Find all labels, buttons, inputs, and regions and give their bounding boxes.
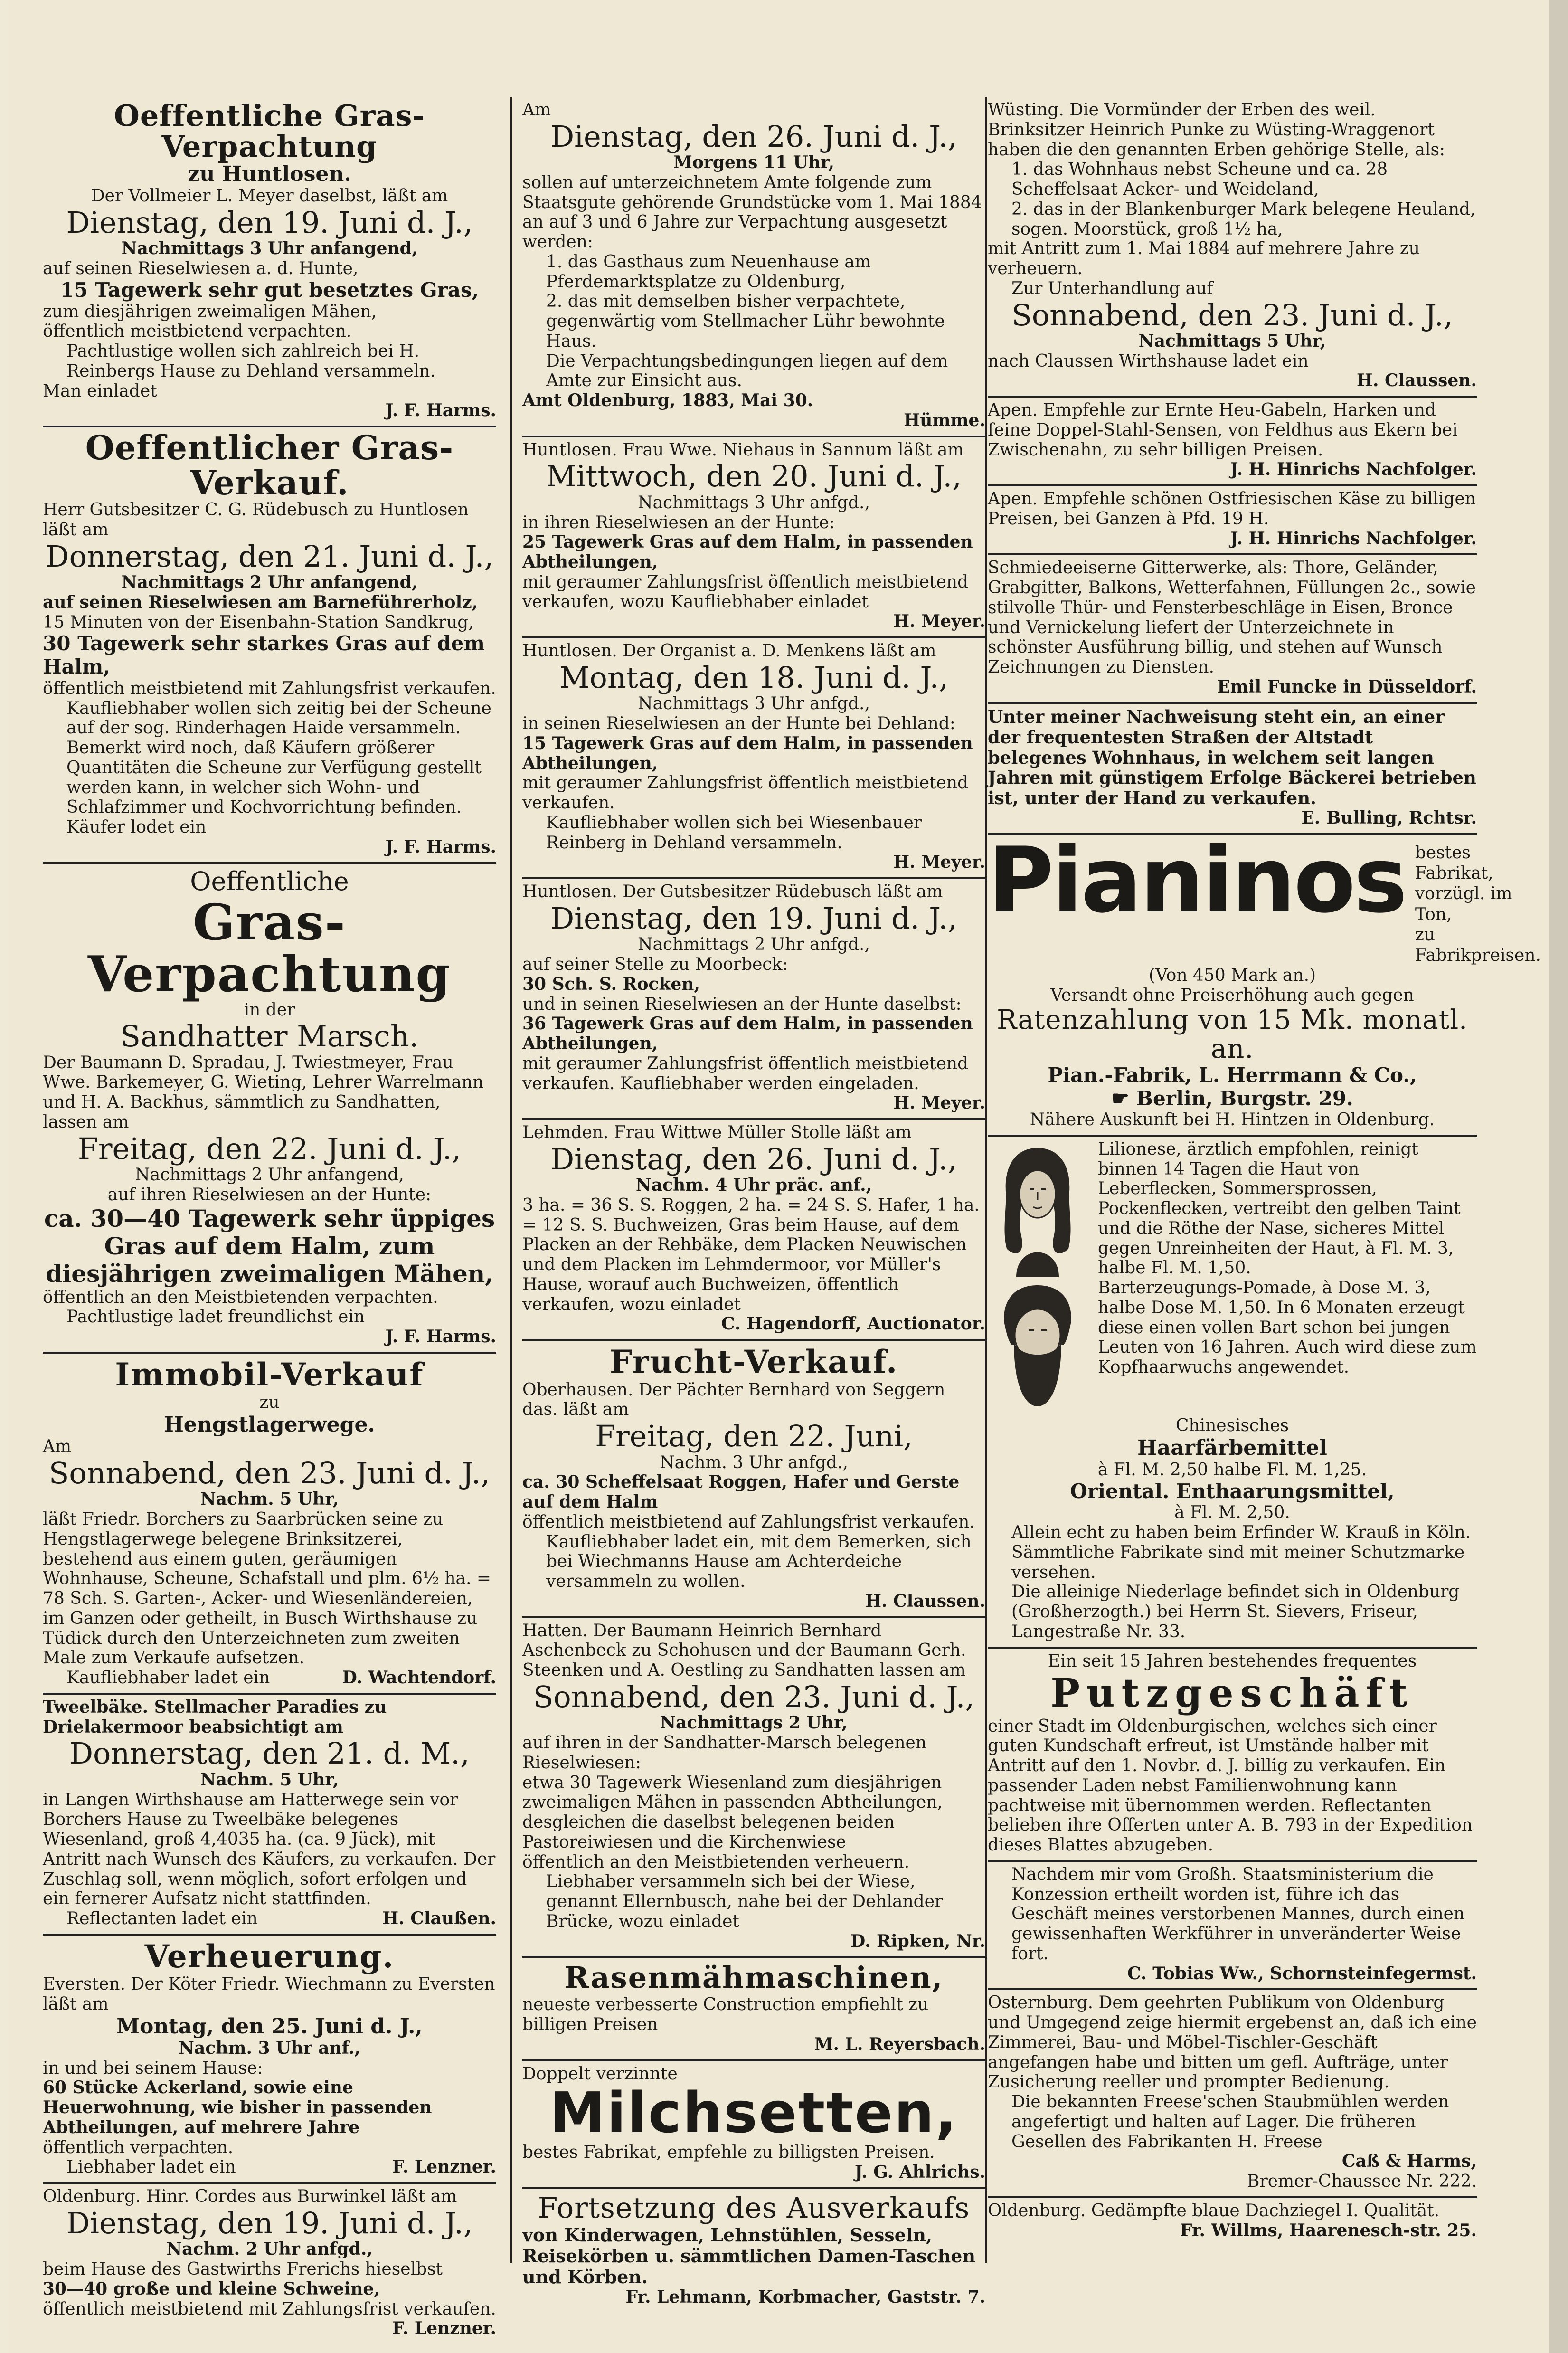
ad-signature: Caß & Harms,	[1341, 2151, 1477, 2172]
ad-text: Apen. Empfehle schönen Ostfriesischen Käse zu billigen Preisen, bei Ganzen à Pfd. 19 H.	[988, 489, 1476, 529]
ad-text: à Fl. M. 2,50 halbe Fl. M. 1,25.	[1097, 1460, 1367, 1480]
ad-signature: Fr. Lehmann, Korbmacher, Gaststr. 7.	[625, 2287, 985, 2307]
ad-text: sollen auf unterzeichnetem Amte folgende zum Staatsgute gehörende Grundstücke vom 1. Mai 1884 an auf 3 und 6 Jahre zur Verpachtung ausgesetzt werden:	[522, 172, 982, 252]
ad-text: beim Hause des Gastwirths Frerichs hieselbst	[43, 2259, 443, 2279]
ad-text: auf seiner Stelle zu Moorbeck:	[522, 955, 788, 974]
ad-text: Die alleinige Niederlage befindet sich in Oldenburg (Großherzogth.) bei Herrn St. Sievers, Friseur, Langestraße Nr. 33.	[1011, 1582, 1460, 1641]
ad-date: Dienstag, den 19. Juni d. J.,	[66, 205, 473, 240]
ad-text: ca. 30—40 Tagewerk sehr üppiges Gras auf dem Halm, zum diesjährigen zweimaligen Mähen,	[44, 1204, 495, 1288]
ad-time: Nachmittags 3 Uhr anfgd.,	[638, 694, 870, 714]
ad-text: in seinen Rieselwiesen an der Hunte bei Dehland:	[522, 714, 955, 734]
ad-text: Am	[43, 1437, 72, 1457]
ad-text: Man einladet	[43, 381, 157, 401]
ad-text: Kaufliebhaber ladet ein	[66, 1668, 270, 1688]
ad-text: einer Stadt im Oldenburgischen, welches sich einer guten Kundschaft erfreut, ist Umstände halber mit Antritt auf den 1. Novbr. d. J. billig zu verkaufen. Ein passender Laden nebst Familienwohnung kann pachtweise mit übernommen werden. Reflectanten belieben ihre Offerten unter A. B. 793 in der Expedition dieses Blattes abzugeben.	[988, 1716, 1473, 1855]
ad-signature: J. F. Harms.	[385, 836, 496, 857]
ad-date: Dienstag, den 26. Juni d. J.,	[550, 1141, 957, 1176]
ad-text: Oldenburg. Hinr. Cordes aus Burwinkel läßt am	[43, 2187, 457, 2207]
ad-immobil-verkauf	[43, 1354, 496, 1695]
ad-text: Huntlosen. Der Gutsbesitzer Rüdebusch läßt am	[522, 882, 943, 902]
ad-text: öffentlich an den Meistbietenden verpachten.	[43, 1287, 438, 1307]
pomade-block	[988, 1278, 1477, 1416]
ad-apen-kaese	[988, 486, 1477, 555]
ad-text: Unter meiner Nachweisung steht ein, an einer der frequentesten Straßen der Altstadt belegenes Wohnhaus, in welchem seit langen Jahren mit günstigem Erfolge Bäckerei betrieben ist, unter der Hand zu verkaufen.	[988, 706, 1476, 809]
ad-signature: H. Meyer.	[893, 611, 985, 632]
ad-text: 15 Tagewerk sehr gut besetztes Gras,	[60, 278, 479, 302]
ad-text: Pachtlustige wollen sich zahlreich bei H. Reinbergs Hause zu Dehland versammeln.	[66, 342, 436, 381]
ad-text: Der Baumann D. Spradau, J. Twiestmeyer, Frau Wwe. Barkemeyer, G. Wieting, Lehrer Warrelmann und H. A. Backhus, sämmtlich zu Sandhatten, lassen am	[43, 1053, 484, 1132]
ad-rasenmaehmaschinen	[522, 1958, 985, 2061]
ad-text: Apen. Empfehle zur Ernte Heu-Gabeln, Harken und feine Doppel-Stahl-Sensen, von Feldhus aus Ekern bei Zwischenahn, zu sehr billigen Preisen.	[988, 400, 1458, 460]
page-edge	[1549, 0, 1568, 2353]
ad-time: Nachm. 4 Uhr präc. anf.,	[635, 1175, 872, 1195]
ad-text: Die Verpachtungsbedingungen liegen auf dem Amte zur Einsicht aus.	[546, 351, 948, 391]
ad-signature: H. Meyer.	[893, 852, 985, 873]
ad-signature: H. Meyer.	[893, 1093, 985, 1113]
ad-date: Donnerstag, den 21. Juni d. J.,	[45, 539, 494, 574]
ad-date: Sonnabend, den 23. Juni d. J.,	[533, 1679, 975, 1714]
ad-text: Nachdem mir vom Großh. Staatsministerium die Konzession ertheilt worden ist, führe ich das Geschäft meines verstorbenen Mannes, durch einen gewissenhaften Werkführer in unveränderter Weise fort.	[1011, 1864, 1465, 1964]
ad-signature: C. Hagendorff, Auctionator.	[721, 1314, 985, 1334]
ad-text: Amt Oldenburg, 1883, Mai 30.	[522, 390, 813, 411]
column-3	[988, 97, 1541, 2245]
ad-text: Oldenburg. Gedämpfte blaue Dachziegel I. Qualität.	[988, 2201, 1440, 2220]
ad-date: Freitag, den 22. Juni,	[595, 1419, 913, 1454]
ad-signature: F. Lenzner.	[392, 2318, 496, 2339]
ad-text: Huntlosen. Der Organist a. D. Menkens läßt am	[522, 641, 936, 661]
ad-text: Oriental. Enthaarungsmittel,	[1070, 1479, 1395, 1503]
ad-title: Frucht-Verkauf.	[609, 1343, 898, 1381]
ad-apen-sensen	[988, 398, 1477, 486]
bearded-man-portrait-icon	[988, 1278, 1087, 1416]
ad-tobias	[988, 1862, 1477, 1991]
ad-text: auf ihren Rieselwiesen an der Hunte:	[107, 1185, 432, 1205]
ad-date: Dienstag, den 26. Juni d. J.,	[550, 119, 957, 154]
ad-text: Bemerkt wird noch, daß Käufern größerer Quantitäten die Scheune zur Verfügung gestellt werden kann, in welcher sich Wohn- und Schlafzimmer und Kochvorrichtung befinden.	[66, 738, 482, 817]
ad-text: öffentlich meistbietend auf Zahlungsfrist verkaufen.	[522, 1512, 975, 1532]
ad-text: neueste verbesserte Construction empfiehlt zu billigen Preisen	[522, 1995, 929, 2035]
ad-gras-verpachtung-sandhatter	[43, 864, 496, 1354]
ad-text: bestes Fabrikat,	[1415, 843, 1493, 883]
ad-verheuerung	[43, 1936, 496, 2184]
ad-text: auf seinen Rieselwiesen a. d. Hunte,	[43, 259, 359, 279]
ad-wuesting	[988, 97, 1477, 398]
ad-text: Tweelbäke. Stellmacher Paradies zu Drielakermoor beabsichtigt am	[43, 1697, 387, 1737]
ad-baeckerei	[988, 704, 1477, 835]
ad-signature: J. H. Hinrichs Nachfolger.	[1230, 459, 1477, 480]
ad-text: 1. das Wohnhaus nebst Scheune und ca. 28 Scheffelsaat Acker- und Weideland,	[1011, 160, 1388, 199]
ad-text: Am	[522, 100, 551, 120]
ad-title: Gras-Verpachtung	[87, 893, 452, 1004]
ad-text: in der	[244, 1000, 295, 1020]
ad-text: öffentlich meistbietend mit Zahlungsfrist verkaufen.	[43, 678, 496, 698]
column-2	[522, 97, 985, 2312]
ad-signature: E. Bulling, Rchtsr.	[1301, 808, 1477, 828]
ad-text: Kaufliebhaber wollen sich zeitig bei der Scheune auf der sog. Rinderhagen Haide versammeln.	[66, 698, 491, 738]
ad-text: 1. das Gasthaus zum Neuenhause am Pferdemarktsplatze zu Oldenburg,	[546, 252, 871, 292]
ad-text: Versandt ohne Preiserhöhung auch gegen	[1050, 985, 1414, 1005]
ad-title: Rasenmähmaschinen,	[564, 1960, 944, 1995]
ad-date: Montag, den 25. Juni d. J.,	[116, 2014, 423, 2039]
ad-signature: M. L. Reyersbach.	[814, 2034, 985, 2054]
pianos-side-text	[1415, 838, 1541, 966]
ad-title: Oeffentliche Gras-Verpachtung	[113, 98, 425, 164]
ad-text: à Fl. M. 2,50.	[1174, 1503, 1290, 1523]
ad-niehaus	[522, 437, 985, 638]
ad-text: Osternburg. Dem geehrten Publikum von Oldenburg und Umgegend zeige hiermit ergebenst an, daß ich eine Zimmerei, Bau- und Möbel-Tischler-Geschäft angefangen habe und bitten um gefl. Aufträge, unter Zusicherung reeller und prompter Bedienung.	[988, 1993, 1477, 2092]
ad-title: Milchsetten,	[549, 2080, 958, 2146]
ad-stolle	[522, 1120, 985, 1341]
ad-date: Montag, den 18. Juni d. J.,	[559, 660, 948, 695]
ad-text: von Kinderwagen, Lehnstühlen, Sesseln, Reisekörben u. sämmtlichen Damen-Taschen und Körben.	[522, 2224, 976, 2288]
ad-text: 15 Minuten von der Eisenbahn-Station Sandkrug,	[43, 612, 474, 632]
ad-signature: Fr. Willms, Haarenesch-str. 25.	[1180, 2220, 1477, 2240]
column-rule	[985, 97, 987, 2263]
ad-date: Sonnabend, den 23. Juni d. J.,	[1011, 297, 1453, 332]
ad-date: Freitag, den 22. Juni d. J.,	[77, 1131, 462, 1166]
ad-text: Kaufliebhaber wollen sich bei Wiesenbauer Reinberg in Dehland versammeln.	[546, 813, 922, 853]
ad-text: öffentlich verpachten.	[43, 2137, 234, 2157]
ad-text: Ein seit 15 Jahren bestehendes frequentes	[1048, 1651, 1417, 1671]
ad-time: Nachmittags 2 Uhr anfangend,	[135, 1165, 404, 1185]
ad-text: Käufer lodet ein	[66, 817, 207, 837]
ad-time: Morgens 11 Uhr,	[673, 152, 834, 173]
ad-text: Kaufliebhaber ladet ein, mit dem Bemerken, sich bei Wiechmanns Hause am Achterdeiche versammeln zu wollen.	[546, 1532, 972, 1592]
ad-text: mit geraumer Zahlungsfrist öffentlich meistbietend verkaufen, wozu Kaufliebhaber einladet	[522, 572, 969, 612]
ad-text: und in seinen Rieselwiesen an der Hunte daselbst:	[522, 994, 962, 1014]
ad-gras-verpachtung-huntlosen	[43, 97, 496, 427]
ad-text: (Von 450 Mark an.)	[1148, 966, 1316, 986]
ad-ruedebusch	[522, 879, 985, 1120]
ad-text: 30 Tagewerk sehr starkes Gras auf dem Halm,	[43, 632, 485, 679]
ad-title: Pianinos	[988, 827, 1406, 933]
ad-text: zu	[259, 1393, 280, 1413]
ad-dachziegel	[988, 2198, 1477, 2246]
ad-putzgeschaeft	[988, 1649, 1477, 1862]
ad-hatten	[522, 1618, 985, 1958]
ad-text: 3 ha. = 36 S. S. Roggen, 2 ha. = 24 S. S. Hafer, 1 ha. = 12 S. S. Buchweizen, Gras beim Hause, auf dem Placken an der Rehbäke, dem Placken Neuwischen und dem Placken im Lehmdermoor, vor Müller's Hause, worauf auch Buchweizen, öffentlich verkaufen, wozu einladet	[522, 1195, 980, 1314]
ad-schweine	[43, 2184, 496, 2344]
ad-signature: H. Claussen.	[1356, 370, 1477, 391]
ad-text: 30—40 große und kleine Schweine,	[43, 2278, 380, 2299]
ad-osternburg	[988, 1990, 1477, 2198]
ad-pretitle: Oeffentliche	[190, 866, 349, 896]
ad-amt-oldenburg	[522, 97, 985, 437]
ad-signature: Hümme.	[904, 410, 985, 430]
ad-text: auf seinen Rieselwiesen am Barneführerholz,	[43, 592, 478, 612]
ad-text: vorzügl. im Ton,	[1415, 884, 1512, 924]
ad-title: Oeffentlicher Gras-Verkauf.	[85, 428, 454, 503]
ad-text: mit geraumer Zahlungsfrist öffentlich meistbietend verkaufen.	[522, 773, 969, 813]
ad-text: Allein echt zu haben beim Erfinder W. Krauß in Köln.	[1011, 1523, 1471, 1543]
ad-text: 25 Tagewerk Gras auf dem Halm, in passenden Abtheilungen,	[522, 532, 973, 572]
ad-text: Der Vollmeier L. Meyer daselbst, läßt am	[91, 186, 448, 206]
ad-signature: D. Wachtendorf.	[342, 1668, 496, 1688]
pointing-hand-icon: ☛	[1111, 1086, 1136, 1110]
ad-text: zu Fabrikpreisen.	[1415, 925, 1541, 965]
ad-time: Nachm. 5 Uhr,	[200, 1489, 339, 1509]
ad-text: in und bei seinem Hause:	[43, 2058, 263, 2078]
ad-milchsetten	[522, 2061, 985, 2189]
ad-text: Oberhausen. Der Pächter Bernhard von Seggern das. läßt am	[522, 1380, 945, 1420]
pianos-header	[988, 827, 1541, 966]
ad-title: Fortsetzung des Ausverkaufs	[538, 2191, 970, 2225]
ad-time: Nachmittags 5 Uhr,	[1138, 331, 1326, 351]
ad-menkens	[522, 638, 985, 879]
ad-signature: C. Tobias Ww., Schornsteinfegermst.	[1127, 1963, 1477, 1983]
ad-text: Pachtlustige ladet freundlichst ein	[66, 1307, 365, 1327]
ad-text: öffentlich an den Meistbietenden verheuern.	[522, 1852, 910, 1872]
ad-text: auf ihren in der Sandhatter-Marsch belegenen Rieselwiesen:	[522, 1733, 927, 1773]
ad-text: Pian.-Fabrik, L. Herrmann & Co.,	[1048, 1063, 1417, 1087]
ad-signature: Emil Funcke in Düsseldorf.	[1217, 676, 1477, 697]
ad-date: Dienstag, den 19. Juni d. J.,	[66, 2205, 473, 2240]
ad-text: Schmiedeeiserne Gitterwerke, als: Thore, Geländer, Grabgitter, Balkons, Wetterfahnen, Füllungen 2c., sowie stilvolle Thür- und Fensterbeschläge in Eisen, Bronce und Vernickelung liefert der Unterzeichnete in schönster Ausführung billig, und stehen auf Wunsch Zeichnungen zu Diensten.	[988, 558, 1476, 677]
ad-signature: H. Claussen.	[865, 1591, 985, 1611]
ad-text: bestes Fabrikat, empfehle zu billigsten Preisen.	[522, 2143, 935, 2163]
ad-text: 2. das mit demselben bisher verpachtete, gegenwärtig vom Stellmacher Lühr bewohnte Haus.	[546, 292, 945, 351]
ad-time: Nachmittags 3 Uhr anfangend,	[121, 238, 418, 259]
column-rule	[510, 97, 512, 2263]
lilionese-block	[988, 1139, 1477, 1278]
ad-text: Reflectanten ladet ein	[66, 1909, 258, 1929]
ad-signature: J. H. Hinrichs Nachfolger.	[1230, 528, 1477, 549]
ad-title: Putzgeschäft	[1050, 1670, 1414, 1717]
ad-signature: J. F. Harms.	[385, 1327, 496, 1347]
ad-signature: J. F. Harms.	[385, 400, 496, 421]
ad-place: Sandhatter Marsch.	[120, 1019, 419, 1054]
ad-text: in ihren Rieselwiesen an der Hunte:	[522, 512, 835, 532]
ad-date: Sonnabend, den 23. Juni d. J.,	[48, 1455, 491, 1490]
ad-frucht-verkauf	[522, 1341, 985, 1618]
ad-text: ca. 30 Scheffelsaat Roggen, Hafer und Gerste auf dem Halm	[522, 1472, 960, 1512]
ad-text: Sämmtliche Fabrikate sind mit meiner Schutzmarke versehen.	[1011, 1542, 1465, 1582]
ad-text: Nähere Auskunft bei H. Hintzen in Oldenburg.	[1030, 1110, 1435, 1130]
ad-text: 2. das in der Blankenburger Mark belegene Heuland, sogen. Moorstück, groß 1½ ha,	[1011, 199, 1476, 239]
ad-time: Nachmittags 2 Uhr anfangend,	[121, 572, 418, 593]
ad-text: läßt Friedr. Borchers zu Saarbrücken seine zu Hengstlagerwege belegene Brinksitzerei, bestehend aus einem guten, geräumigen Wohnhause, Scheune, Schafstall und plm. 6½ ha. = 78 Sch. S. Garten-, Acker- und Wiesenländereien, im Ganzen oder getheilt, in Busch Wirthshause zu Tüdick durch den Unterzeichneten zum zweiten Male zum Verkaufe aufsetzen.	[43, 1509, 491, 1668]
ad-ausverkauf	[522, 2189, 985, 2313]
ad-text: zum diesjährigen zweimaligen Mähen,	[43, 302, 377, 322]
ad-text: öffentlich meistbietend mit Zahlungsfrist verkaufen.	[43, 2299, 496, 2319]
ad-text: Eversten. Der Köter Friedr. Wiechmann zu Eversten läßt am	[43, 1974, 495, 2014]
ad-text: Lehmden. Frau Wittwe Müller Stolle läßt am	[522, 1123, 912, 1142]
ad-title: Immobil-Verkauf	[115, 1356, 424, 1393]
ad-text: Haarfärbemittel	[1137, 1435, 1327, 1460]
ad-text: mit geraumer Zahlungsfrist öffentlich meistbietend verkaufen. Kaufliebhaber werden eingeladen.	[522, 1053, 969, 1093]
ad-signature: F. Lenzner.	[392, 2157, 496, 2177]
ad-time: Nachmittags 2 Uhr anfgd.,	[638, 935, 870, 955]
ad-text: Doppelt verzinnte	[522, 2064, 678, 2084]
ad-gras-verkauf	[43, 427, 496, 863]
ad-date: Dienstag, den 19. Juni d. J.,	[550, 901, 957, 936]
ad-text: Liebhaber ladet ein	[66, 2157, 236, 2177]
ad-text: Herr Gutsbesitzer C. G. Rüdebusch zu Huntlosen läßt am	[43, 500, 469, 540]
ad-text: nach Claussen Wirthshause ladet ein	[988, 351, 1309, 371]
ad-text: Huntlosen. Frau Wwe. Niehaus in Sannum läßt am	[522, 440, 964, 460]
ad-text: 15 Tagewerk Gras auf dem Halm, in passenden Abtheilungen,	[522, 733, 973, 773]
ad-time: Nachmittags 2 Uhr,	[660, 1713, 848, 1733]
ad-signature: H. Claußen.	[382, 1908, 496, 1929]
ad-date: Donnerstag, den 21. d. M.,	[69, 1736, 470, 1771]
ad-text: Die bekannten Freese'schen Staubmühlen werden angefertigt und halten auf Lager. Die früheren Gesellen des Fabrikanten H. Freese	[1011, 2092, 1449, 2152]
ad-text: Barterzeugungs-Pomade, à Dose M. 3, halbe Dose M. 1,50. In 6 Monaten erzeugt diese einen vollen Bart schon bei jungen Leuten von 16 Jahren. Auch wird diese zum Kopfhaarwuchs angewendet.	[1098, 1278, 1477, 1377]
ad-time: Nachm. 5 Uhr,	[200, 1769, 339, 1790]
ad-pianinos	[988, 827, 1541, 1137]
ad-text: 60 Stücke Ackerland, sowie eine Heuerwohnung, wie bisher in passenden Abtheilungen, auf mehrere Jahre	[43, 2078, 432, 2137]
newspaper-page	[9, 0, 1548, 2353]
ad-text: 30 Sch. S. Rocken,	[522, 974, 700, 994]
ad-rate: Ratenzahlung von 15 Mk. monatl. an.	[997, 1004, 1468, 1065]
ad-date: Mittwoch, den 20. Juni d. J.,	[546, 459, 962, 494]
ad-text: Liebhaber versammeln sich bei der Wiese, genannt Ellernbusch, nahe bei der Dehlander Brücke, wozu einladet	[546, 1872, 943, 1931]
ad-text: Hatten. Der Baumann Heinrich Bernhard Aschenbeck zu Schohusen und der Baumann Gerh. Steenken und A. Oestling zu Sandhatten lassen am	[522, 1621, 966, 1680]
ad-krauss-cosmetics	[988, 1137, 1477, 1649]
ad-text: Lilionese, ärztlich empfohlen, reinigt binnen 14 Tagen die Haut von Leberflecken, Sommersprossen, Pockenflecken, vertreibt den gelben Taint und die Röthe der Nase, sicheres Mittel gegen Unreinheiten der Haut, à Fl. M. 3, halbe Fl. M. 1,50.	[1098, 1139, 1461, 1278]
ad-time: Nachm. 3 Uhr anfgd.,	[660, 1452, 848, 1472]
ad-time: Nachmittags 3 Uhr anfgd.,	[638, 493, 870, 512]
ad-text: etwa 30 Tagewerk Wiesenland zum diesjährigen zweimaligen Mähen in passenden Abtheilungen, desgleichen die daselbst belegenen beiden Pastoreiwiesen und die Kirchenwiese	[522, 1773, 943, 1852]
ad-text: öffentlich meistbietend verpachten.	[43, 322, 352, 342]
ad-text: Wüsting. Die Vormünder der Erben des weil. Brinksitzer Heinrich Punke zu Wüsting-Wraggenort haben die den genannten Erben gehörige Stelle, als:	[988, 100, 1445, 160]
ad-place: zu Huntlosen.	[188, 162, 351, 187]
ad-signature: D. Ripken, Nr.	[850, 1931, 985, 1951]
ad-place: Hengstlagerwege.	[164, 1413, 375, 1437]
column-1	[43, 97, 496, 2344]
ad-time: Nachm. 3 Uhr anf.,	[179, 2038, 360, 2058]
ad-tweelbaeke	[43, 1695, 496, 1936]
ad-text: Bremer-Chaussee Nr. 222.	[1247, 2172, 1477, 2192]
ad-text: Zur Unterhandlung auf	[1011, 278, 1213, 298]
ad-signature: J. G. Ahlrichs.	[854, 2162, 985, 2182]
ad-text: ☛ Berlin, Burgstr. 29.	[1111, 1086, 1353, 1110]
ad-gitterwerke	[988, 555, 1477, 703]
ad-time: Nachm. 2 Uhr anfgd.,	[166, 2239, 373, 2259]
ad-text: in Langen Wirthshause am Hatterwege sein vor Borchers Hause zu Tweelbäke belegenes Wiesenland, groß 4,4035 ha. (ca. 9 Jück), mit Antritt nach Wunsch des Käufers, zu verkaufen. Der Zuschlag soll, wenn möglich, sofort erfolgen und ein fernerer Aufsatz nicht stattfinden.	[43, 1790, 496, 1909]
ad-title: Verheuerung.	[144, 1937, 395, 1975]
ad-text: Chinesisches	[1175, 1416, 1289, 1436]
ad-text: 36 Tagewerk Gras auf dem Halm, in passenden Abtheilungen,	[522, 1014, 973, 1053]
woman-portrait-icon	[988, 1139, 1087, 1277]
ad-text: mit Antritt zum 1. Mai 1884 auf mehrere Jahre zu verheuern.	[988, 239, 1420, 278]
